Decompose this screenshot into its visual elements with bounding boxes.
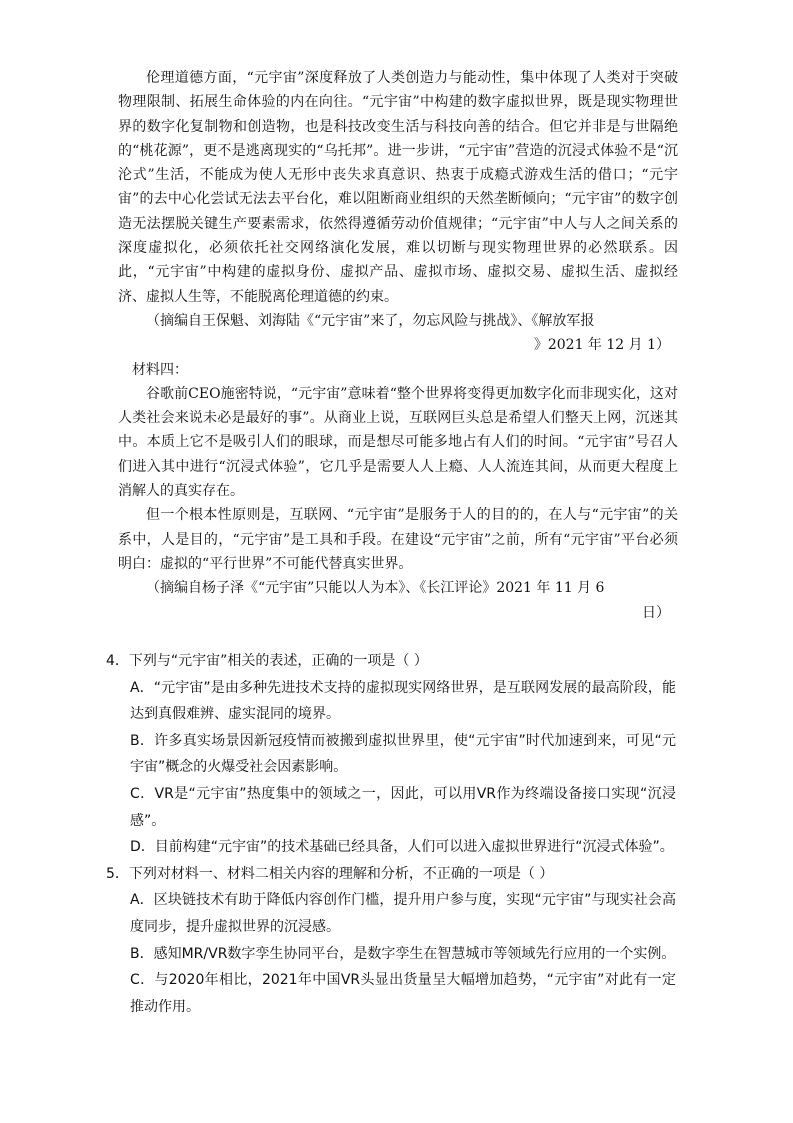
passage-paragraph-ethics: 伦理道德方面，“元宇宙”深度释放了人类创造力与能动性，集中体现了人类对于突破物理限制、拓展生命体验的内在向往。“元宇宙”中构建的数字虚拟世界，既是现实物理世界的数字化复制物和创造物，也是科技改变生活与科技向善的结合。但它并非是与世隔绝的“桃花源”，更不是逃离现实的“乌托邦”。进一步讲，“元宇宙”营造的沉浸式体验不是“沉沦式”生活，不能成为使人无形中丧失求真意识、热衷于成瘾式游戏生活的借口；“元宇宙”的去中心化尝试无法去平台化，难以阻断商业组织的天然垄断倾向；“元宇宙”的数字创造无法摆脱关键生产要素需求，依然得遵循劳动价值规律；“元宇宙”中人与人之间关系的深度虚拟化，必须依托社交网络演化发展，难以切断与现实物理世界的必然联系。因此，“元宇宙”中构建的虚拟身份、虚拟产品、虚拟市场、虚拟交易、虚拟生活、虚拟经济、虚拟人生等，不能脱离伦理道德的约束。 — [118, 70, 678, 305]
source-citation-2-end: 日） — [642, 604, 670, 621]
question-5-option-b: B．感知MR/VR数字孪生协同平台，是数字孪生在智慧城市等领域先行应用的一个实例。 — [130, 945, 676, 962]
material-four-label: 材料四： — [132, 361, 188, 378]
question-section — [106, 648, 676, 1020]
question-4-stem: 4．下列与“元宇宙”相关的表述，正确的一项是（ ） — [106, 653, 428, 669]
question-5-option-a: A．区块链技术有助于降低内容创作门槛，提升用户参与度，实现“元宇宙”与现实社会高度同步，提升虚拟世界的沉浸感。 — [130, 892, 676, 935]
passage-paragraph-principle: 但一个根本性原则是，互联网、“元宇宙”是服务于人的目的的，在人与“元宇宙”的关系中，人是目的，“元宇宙”是工具和手段。在建设“元宇宙”之前，所有“元宇宙”平台必须明白：虚拟的“平行世界”不可能代替真实世界。 — [118, 507, 678, 572]
question-4-option-a: A．“元宇宙”是由多种先进技术支持的虚拟现实网络世界，是互联网发展的最高阶段，能达到真假难辨、虚实混同的境界。 — [130, 679, 676, 723]
question-4-option-b: B．许多真实场景因新冠疫情而被搬到虚拟世界里，使“元宇宙”时代加速到来，可见“元宇宙”概念的火爆受社会因素影响。 — [130, 732, 676, 776]
question-4-option-c: C．VR是“元宇宙”热度集中的领域之一，因此，可以用VR作为终端设备接口实现“沉浸感”。 — [130, 785, 676, 829]
reading-passage — [118, 66, 678, 625]
question-5-stem: 5．下列对材料一、材料二相关内容的理解和分析，不正确的一项是（ ） — [106, 865, 554, 882]
passage-paragraph-google: 谷歌前CEO施密特说，“元宇宙”意味着“整个世界将变得更加数字化而非现实化，这对人类社会来说未必是最好的事”。从商业上说，互联网巨头总是希望人们整天上网，沉迷其中。本质上它不是吸引人们的眼球，而是想尽可能多地占有人们的时间。“元宇宙”号召人们进入其中进行“沉浸式体验”，它几乎是需要人人上瘾、人人流连其间，从而更大程度上消解人的真实存在。 — [118, 385, 678, 500]
source-citation-2: （摘编自杨子泽《“元宇宙”只能以人为本》、《长江评论》2021 年 11 月 6 — [146, 580, 605, 597]
question-5-option-c: C．与2020年相比，2021年中国VR头显出货量呈大幅增加趋势，“元宇宙”对此有一定推动作用。 — [130, 972, 676, 1015]
source-citation-1-end: 》2021 年 12 月 1） — [533, 337, 670, 354]
question-4-option-d: D．目前构建“元宇宙”的技术基础已经具备，人们可以进入虚拟世界进行“沉浸式体验”。 — [130, 839, 674, 856]
source-citation-1: （摘编自王保魁、刘海陆《“元宇宙”来了，勿忘风险与挑战》、《解放军报 — [146, 312, 595, 329]
